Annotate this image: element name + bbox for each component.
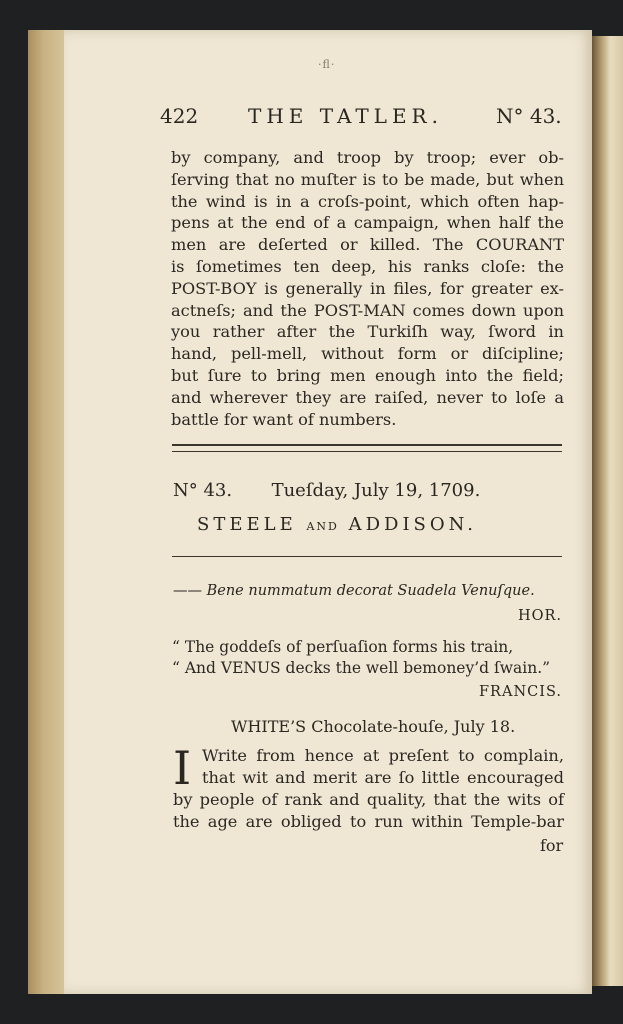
issue-reference: N° 43. [496, 104, 562, 128]
text-line: but ſure to bring men enough into the field; [171, 365, 564, 385]
running-title: THE TATLER. [248, 104, 443, 128]
text-line: the wind is in a croſs-point, which often hap- [171, 191, 564, 211]
text-line: actneſs; and the POST-MAN comes down upon [171, 300, 564, 320]
text-line: by company, and troop by troop; ever ob- [171, 148, 564, 167]
translation-line-2: “ And VENUS decks the well bemoney’d ſwain.” [172, 659, 551, 677]
text-line: battle for want of numbers. [171, 409, 397, 429]
author-addison: ADDISON. [348, 514, 477, 535]
latin-motto [173, 583, 535, 599]
motto-text: Bene nummatum decorat Suadela Venuſque. [206, 583, 535, 599]
continued-essay-text [171, 147, 564, 430]
catchword: for [540, 836, 564, 855]
motto-dash: —— [173, 583, 202, 599]
motto-attribution: HOR. [517, 608, 562, 624]
dateline: WHITE’S Chocolate-houſe, July 18. [231, 717, 516, 736]
running-head [160, 104, 570, 134]
issue-number: N° 43. [173, 480, 233, 501]
author-steele: STEELE [197, 514, 297, 535]
text-line: pens at the end of a campaign, when half the [171, 213, 564, 233]
and-word: AND [306, 520, 339, 533]
issue-date: Tueſday, July 19, 1709. [271, 480, 481, 501]
essay-paragraph-cont [173, 789, 564, 833]
essay-paragraph [202, 745, 564, 789]
drop-cap: I [173, 741, 192, 795]
text-line: the age are obliged to run within Temple-bar [173, 811, 564, 831]
text-line: Write from hence at preſent to complain, [202, 746, 564, 765]
text-line: men are deſerted or killed. The COURANT [171, 235, 564, 255]
text-line: that wit and merit are ſo little encouraged [202, 767, 564, 787]
authors [197, 514, 477, 535]
printer-ornament: ·ﬂ· [318, 58, 336, 71]
text-line: POST-BOY is generally in files, for greater ex- [171, 278, 564, 298]
translation-line-1: “ The goddeſs of perſuaſion forms his train, [172, 638, 514, 656]
text-line: is ſometimes ten deep, his ranks cloſe: the [171, 256, 564, 276]
issue-header [173, 480, 563, 501]
text-line: hand, pell-mell, without form or diſcipline; [171, 344, 564, 364]
page-number: 422 [160, 104, 199, 128]
text-line: and wherever they are raiſed, never to loſe a [171, 387, 564, 407]
text-line: you rather after the Turkiſh way, ſword in [171, 322, 564, 342]
translation-attribution: FRANCIS. [479, 684, 562, 700]
text-line: by people of rank and quality, that the wits of [173, 790, 564, 809]
book-fore-edge [28, 30, 68, 994]
section-divider [172, 444, 562, 452]
facing-page-edge [592, 36, 623, 986]
text-line: ſerving that no muſter is to be made, but when [171, 169, 564, 189]
header-rule [172, 556, 562, 557]
